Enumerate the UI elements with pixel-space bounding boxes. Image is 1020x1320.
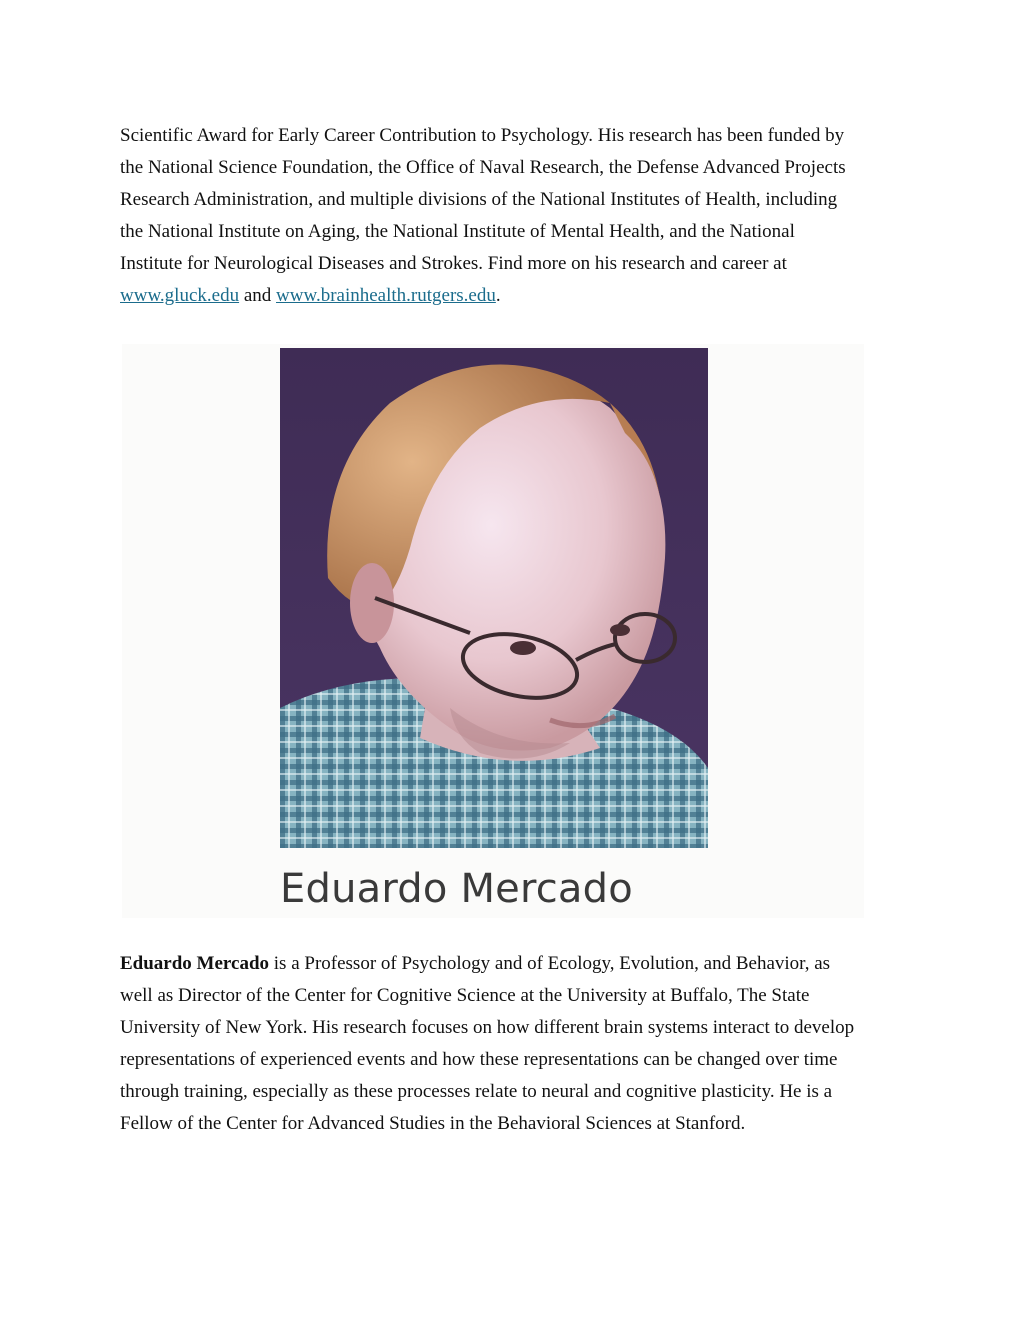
person-name: Eduardo Mercado <box>120 953 270 974</box>
links-line <box>120 280 910 312</box>
link-separator: and <box>239 285 277 307</box>
portrait-illustration <box>280 348 708 848</box>
text-line: the National Science Foundation, the Office of Naval Research, the Defense Advanced Projects <box>120 157 846 179</box>
text-line <box>120 948 910 980</box>
portrait-figure <box>122 344 864 918</box>
brainhealth-website-link[interactable]: www.brainhealth.rutgers.edu <box>276 285 496 307</box>
bio-paragraph-mercado <box>120 948 910 1141</box>
text-line: Scientific Award for Early Career Contribution to Psychology. His research has been funded by <box>120 125 845 146</box>
text-line: through training, especially as these processes relate to neural and cognitive plasticity. He is a <box>120 1081 833 1103</box>
text-line: Fellow of the Center for Advanced Studies in the Behavioral Sciences at Stanford. <box>120 1113 746 1135</box>
text-line: the National Institute on Aging, the National Institute of Mental Health, and the National <box>120 221 795 243</box>
text-line: University of New York. His research focuses on how different brain systems interact to develop <box>120 1017 855 1039</box>
bio-paragraph-gluck <box>120 120 910 313</box>
portrait-caption: Eduardo Mercado <box>280 866 633 912</box>
text-line: representations of experienced events and how these representations can be changed over time <box>120 1049 838 1071</box>
gluck-website-link[interactable]: www.gluck.edu <box>120 285 240 307</box>
portrait-photo <box>280 348 708 848</box>
text-line: Research Administration, and multiple divisions of the National Institutes of Health, including <box>120 189 838 211</box>
text-line: Institute for Neurological Diseases and Strokes. Find more on his research and career at <box>120 253 787 275</box>
sentence-end: . <box>495 285 501 307</box>
text-segment: is a Professor of Psychology and of Ecology, Evolution, and Behavior, as <box>269 953 831 974</box>
text-line: well as Director of the Center for Cognitive Science at the University at Buffalo, The State <box>120 985 810 1007</box>
